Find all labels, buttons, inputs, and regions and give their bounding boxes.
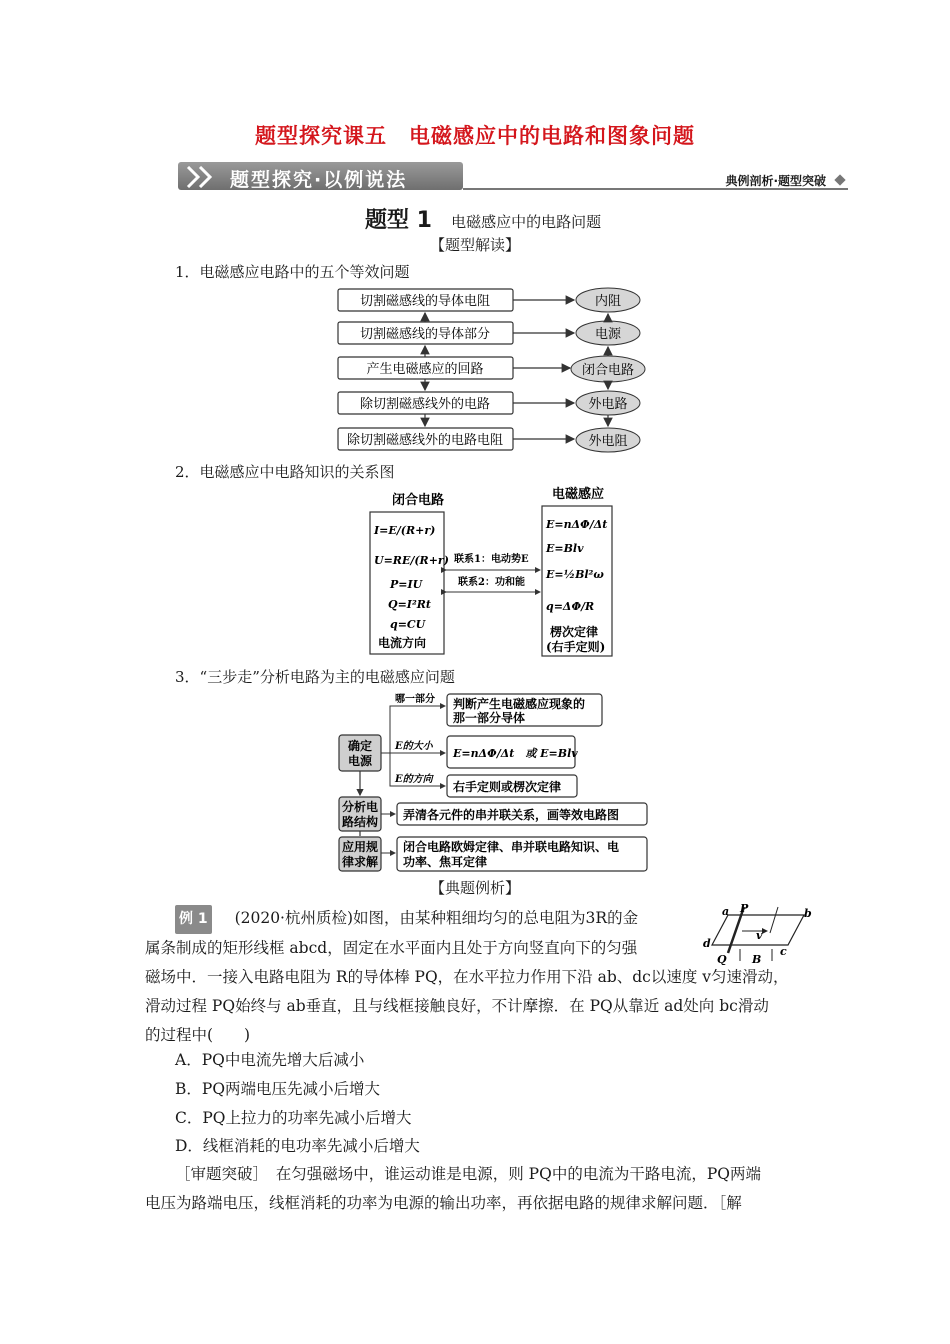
step2-line2: 路结构 <box>341 815 379 829</box>
eq-left-text-0: 切割磁感线的导体电阻 <box>359 294 491 309</box>
banner-subtitle: 典例剖析·题型突破 <box>725 174 826 188</box>
three-step-diagram <box>335 690 650 875</box>
branch-label-0: 哪一部分 <box>395 694 435 705</box>
step2-detail-text: 弄清各元件的串并联关系，画等效电路图 <box>403 808 620 822</box>
link1-label: 联系1：电动势E <box>454 554 529 565</box>
eq-right-text-0: 内阻 <box>594 294 622 309</box>
step3-line1: 应用规 <box>341 840 379 854</box>
step3-detail-line1: 闭合电路欧姆定律、串并联电路知识、电 <box>403 840 620 854</box>
example-badge: 例 1 <box>175 905 212 934</box>
analysis-paragraph <box>145 1160 820 1218</box>
label-a: a <box>722 905 730 918</box>
analysis-line-0: ［审题突破］ 在匀强磁场中，谁运动谁是电源，则 PQ中的电流为干路电流，PQ两端 <box>175 1165 761 1183</box>
eq-left-text-2: 产生电磁感应的回路 <box>366 362 484 377</box>
field-line <box>770 907 778 933</box>
left-formula-5: 电流方向 <box>378 636 427 650</box>
banner-title: 题型探究·以例说法 <box>230 169 408 191</box>
left-title: 闭合电路 <box>392 493 445 508</box>
eq-row-0 <box>338 288 640 312</box>
step3-detail-line2: 功率、焦耳定律 <box>403 855 488 869</box>
right-formula-0: E=nΔΦ/Δt <box>546 518 608 531</box>
step2-line1: 分析电 <box>341 800 379 814</box>
relation-diagram <box>360 484 620 664</box>
label-c: c <box>780 945 787 958</box>
step3-line2: 律求解 <box>341 855 379 869</box>
label-B: B <box>752 953 762 965</box>
left-formula-1: U=RE/(R+r) <box>374 554 449 567</box>
label-d: d <box>703 937 711 950</box>
left-formula-2: P=IU <box>390 578 423 591</box>
left-formula-3: Q=I²Rt <box>388 598 431 611</box>
right-title: 电磁感应 <box>552 487 605 502</box>
section3-heading: 3．“三步走”分析电路为主的电磁感应问题 <box>175 668 455 686</box>
option-a: A．PQ中电流先增大后减小 <box>175 1051 365 1069</box>
branch-box-0-line2: 那一部分导体 <box>453 711 526 725</box>
example-label: 【典题例析】 <box>429 879 520 897</box>
example1-text-0: (2020·杭州质检)如图，由某种粗细均匀的总电阻为3R的金 <box>234 909 639 927</box>
left-formula-4: q=CU <box>390 618 426 631</box>
option-c: C．PQ上拉力的功率先减小后增大 <box>175 1109 412 1127</box>
label-Q: Q <box>717 953 727 965</box>
right-formula-5: (右手定则) <box>546 640 606 654</box>
link2-label: 联系2：功和能 <box>458 577 525 588</box>
branch-box-0-line1: 判断产生电磁感应现象的 <box>453 697 586 711</box>
eq-right-text-1: 电源 <box>594 327 622 342</box>
section1-heading: 1．电磁感应电路中的五个等效问题 <box>175 263 410 281</box>
right-formula-1: E=Blv <box>546 542 584 555</box>
example1-line-0 <box>145 904 715 934</box>
eq-right-text-4: 外电阻 <box>588 434 628 449</box>
reading-label: 【题型解读】 <box>429 236 520 254</box>
page-title: 题型探究课五 电磁感应中的电路和图象问题 <box>255 123 695 148</box>
step1-line2: 电源 <box>347 754 373 768</box>
option-d: D．线框消耗的电功率先减小后增大 <box>175 1137 420 1155</box>
eq-left-text-1: 切割磁感线的导体部分 <box>359 327 491 342</box>
type-subtitle: 电磁感应中的电路问题 <box>451 213 602 231</box>
eq-left-text-3: 除切割磁感线外的电路 <box>359 397 491 412</box>
section-banner <box>178 160 848 192</box>
double-chevron-icon <box>186 166 226 188</box>
label-b: b <box>804 907 812 920</box>
eq-right-text-3: 外电路 <box>588 397 628 412</box>
left-formula-0: I=E/(R+r) <box>374 524 436 537</box>
type-label: 题型 1 <box>365 208 432 233</box>
right-formula-4: 楞次定律 <box>550 625 599 639</box>
eq-row-1 <box>338 321 640 345</box>
branch-label-1: E的大小 <box>395 741 433 752</box>
example1-line-2: 磁场中．一接入电路电阻为 R的导体棒 PQ，在水平拉力作用下沿 ab、dc以速度 v匀速滑动， <box>145 968 789 986</box>
branch-label-2: E的方向 <box>395 774 433 785</box>
analysis-line-1: 电压为路端电压，线框消耗的功率为电源的输出功率，再依据电路的规律求解问题．［解 <box>145 1194 742 1212</box>
example1-line-3: 滑动过程 PQ始终与 ab垂直，且与线框接触良好，不计摩擦．在 PQ从靠近 ad处向 bc滑动 <box>145 997 769 1015</box>
label-v: v <box>756 929 763 942</box>
type-heading <box>365 203 601 234</box>
example1-line-1: 属条制成的矩形线框 abcd，固定在水平面内且处于方向竖直向下的匀强 <box>145 939 638 957</box>
velocity-arrowhead <box>762 928 768 934</box>
eq-row-3 <box>338 391 640 415</box>
label-P: P <box>740 903 749 915</box>
section2-heading: 2．电磁感应中电路知识的关系图 <box>175 463 395 481</box>
right-formula-3: q=ΔΦ/R <box>546 600 595 613</box>
eq-right-text-2: 闭合电路 <box>581 363 635 378</box>
eq-row-2 <box>338 356 645 382</box>
step1-line1: 确定 <box>347 739 373 753</box>
eq-left-text-4: 除切割磁感线外的电路电阻 <box>346 433 504 448</box>
eq-row-4 <box>338 428 640 452</box>
option-b: B．PQ两端电压先减小后增大 <box>175 1080 381 1098</box>
right-formula-2: E=½Bl²ω <box>546 568 604 581</box>
branch-box-2-text: 右手定则或楞次定律 <box>453 780 562 794</box>
example1-line-4: 的过程中( ) <box>145 1026 251 1044</box>
circuit-figure <box>700 903 815 965</box>
equivalence-diagram <box>330 284 660 454</box>
diamond-icon <box>834 174 845 185</box>
branch-box-1-text: E=nΔΦ/Δt 或 E=Blv <box>453 747 578 760</box>
banner-left-block <box>178 162 463 190</box>
